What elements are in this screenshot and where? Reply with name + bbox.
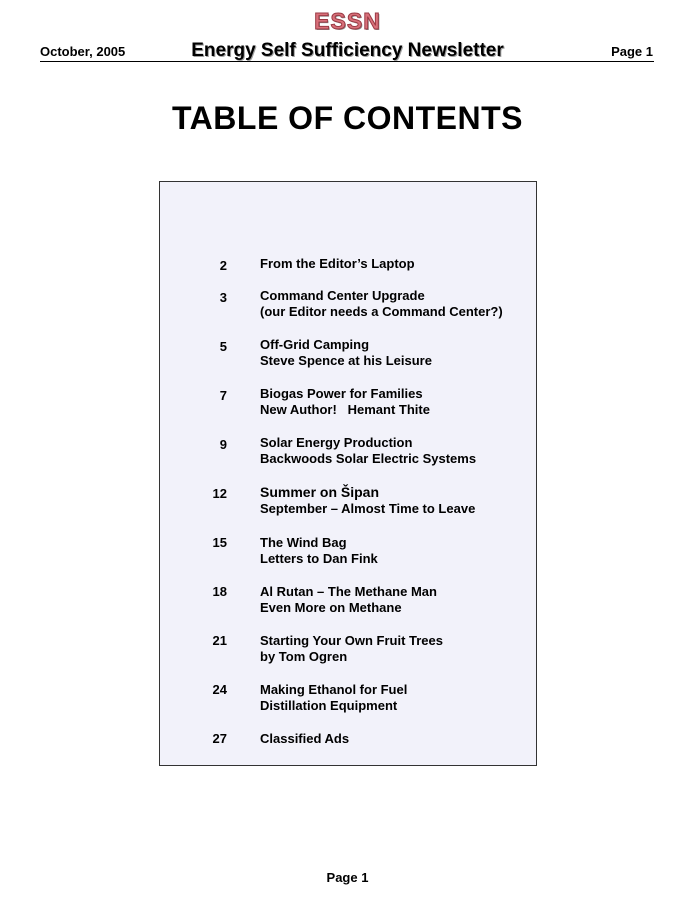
toc-entry-title: From the Editor’s Laptop (260, 256, 415, 271)
toc-title (260, 535, 530, 567)
toc-page-number: 3 (219, 290, 227, 305)
toc-entry-title: Starting Your Own Fruit Trees (260, 633, 443, 648)
toc-title (260, 256, 530, 272)
toc-page-number: 2 (219, 258, 227, 273)
toc-entry-title: Classified Ads (260, 731, 350, 746)
toc-box (159, 181, 537, 766)
toc-title (260, 288, 530, 320)
toc-page-number: 27 (212, 731, 227, 746)
toc-title (260, 337, 530, 369)
toc-entry-title: Off-Grid Camping (260, 337, 370, 352)
toc-entry-subtitle: (our Editor needs a Command Center?) (260, 304, 503, 319)
toc-page-number: 7 (219, 388, 227, 403)
toc-entry-subtitle: September – Almost Time to Leave (260, 501, 476, 516)
toc-title (260, 682, 530, 714)
issue-date: October, 2005 (40, 44, 126, 59)
footer-page-number: Page 1 (326, 870, 369, 885)
toc-entry-title: Solar Energy Production (260, 435, 413, 450)
toc-entry-title: The Wind Bag (260, 535, 347, 550)
toc-title (260, 386, 530, 418)
toc-entry-subtitle: Even More on Methane (260, 600, 402, 615)
toc-entry-subtitle: Steve Spence at his Leisure (260, 353, 432, 368)
toc-title (260, 731, 530, 747)
newsletter-logo: ESSN (314, 8, 381, 34)
toc-entry-title: Making Ethanol for Fuel (260, 682, 408, 697)
toc-entry-subtitle: Backwoods Solar Electric Systems (260, 451, 477, 466)
toc-title (260, 633, 530, 665)
toc-page-number: 5 (219, 339, 227, 354)
toc-entry-title: Summer on Šipan (260, 484, 380, 500)
toc-entry-subtitle: by Tom Ogren (260, 649, 348, 664)
toc-page-number: 9 (219, 437, 227, 452)
header-page-number: Page 1 (611, 44, 653, 59)
toc-entry-subtitle: Distillation Equipment (260, 698, 398, 713)
toc-page-number: 15 (212, 535, 227, 550)
toc-page-number: 12 (212, 486, 227, 501)
toc-entry-subtitle: Letters to Dan Fink (260, 551, 378, 566)
toc-entry-subtitle: New Author! Hemant Thite (260, 402, 430, 417)
header-divider (40, 61, 654, 62)
toc-heading: TABLE OF CONTENTS (172, 100, 523, 136)
toc-page-number: 21 (212, 633, 227, 648)
toc-entry-title: Command Center Upgrade (260, 288, 425, 303)
toc-page-number: 24 (212, 682, 227, 697)
toc-entry-title: Al Rutan – The Methane Man (260, 584, 437, 599)
newsletter-title: Energy Self Sufficiency Newsletter (191, 40, 504, 61)
toc-title (260, 484, 530, 517)
toc-title (260, 584, 530, 616)
toc-page-number: 18 (212, 584, 227, 599)
toc-title (260, 435, 530, 467)
toc-entry-title: Biogas Power for Families (260, 386, 423, 401)
